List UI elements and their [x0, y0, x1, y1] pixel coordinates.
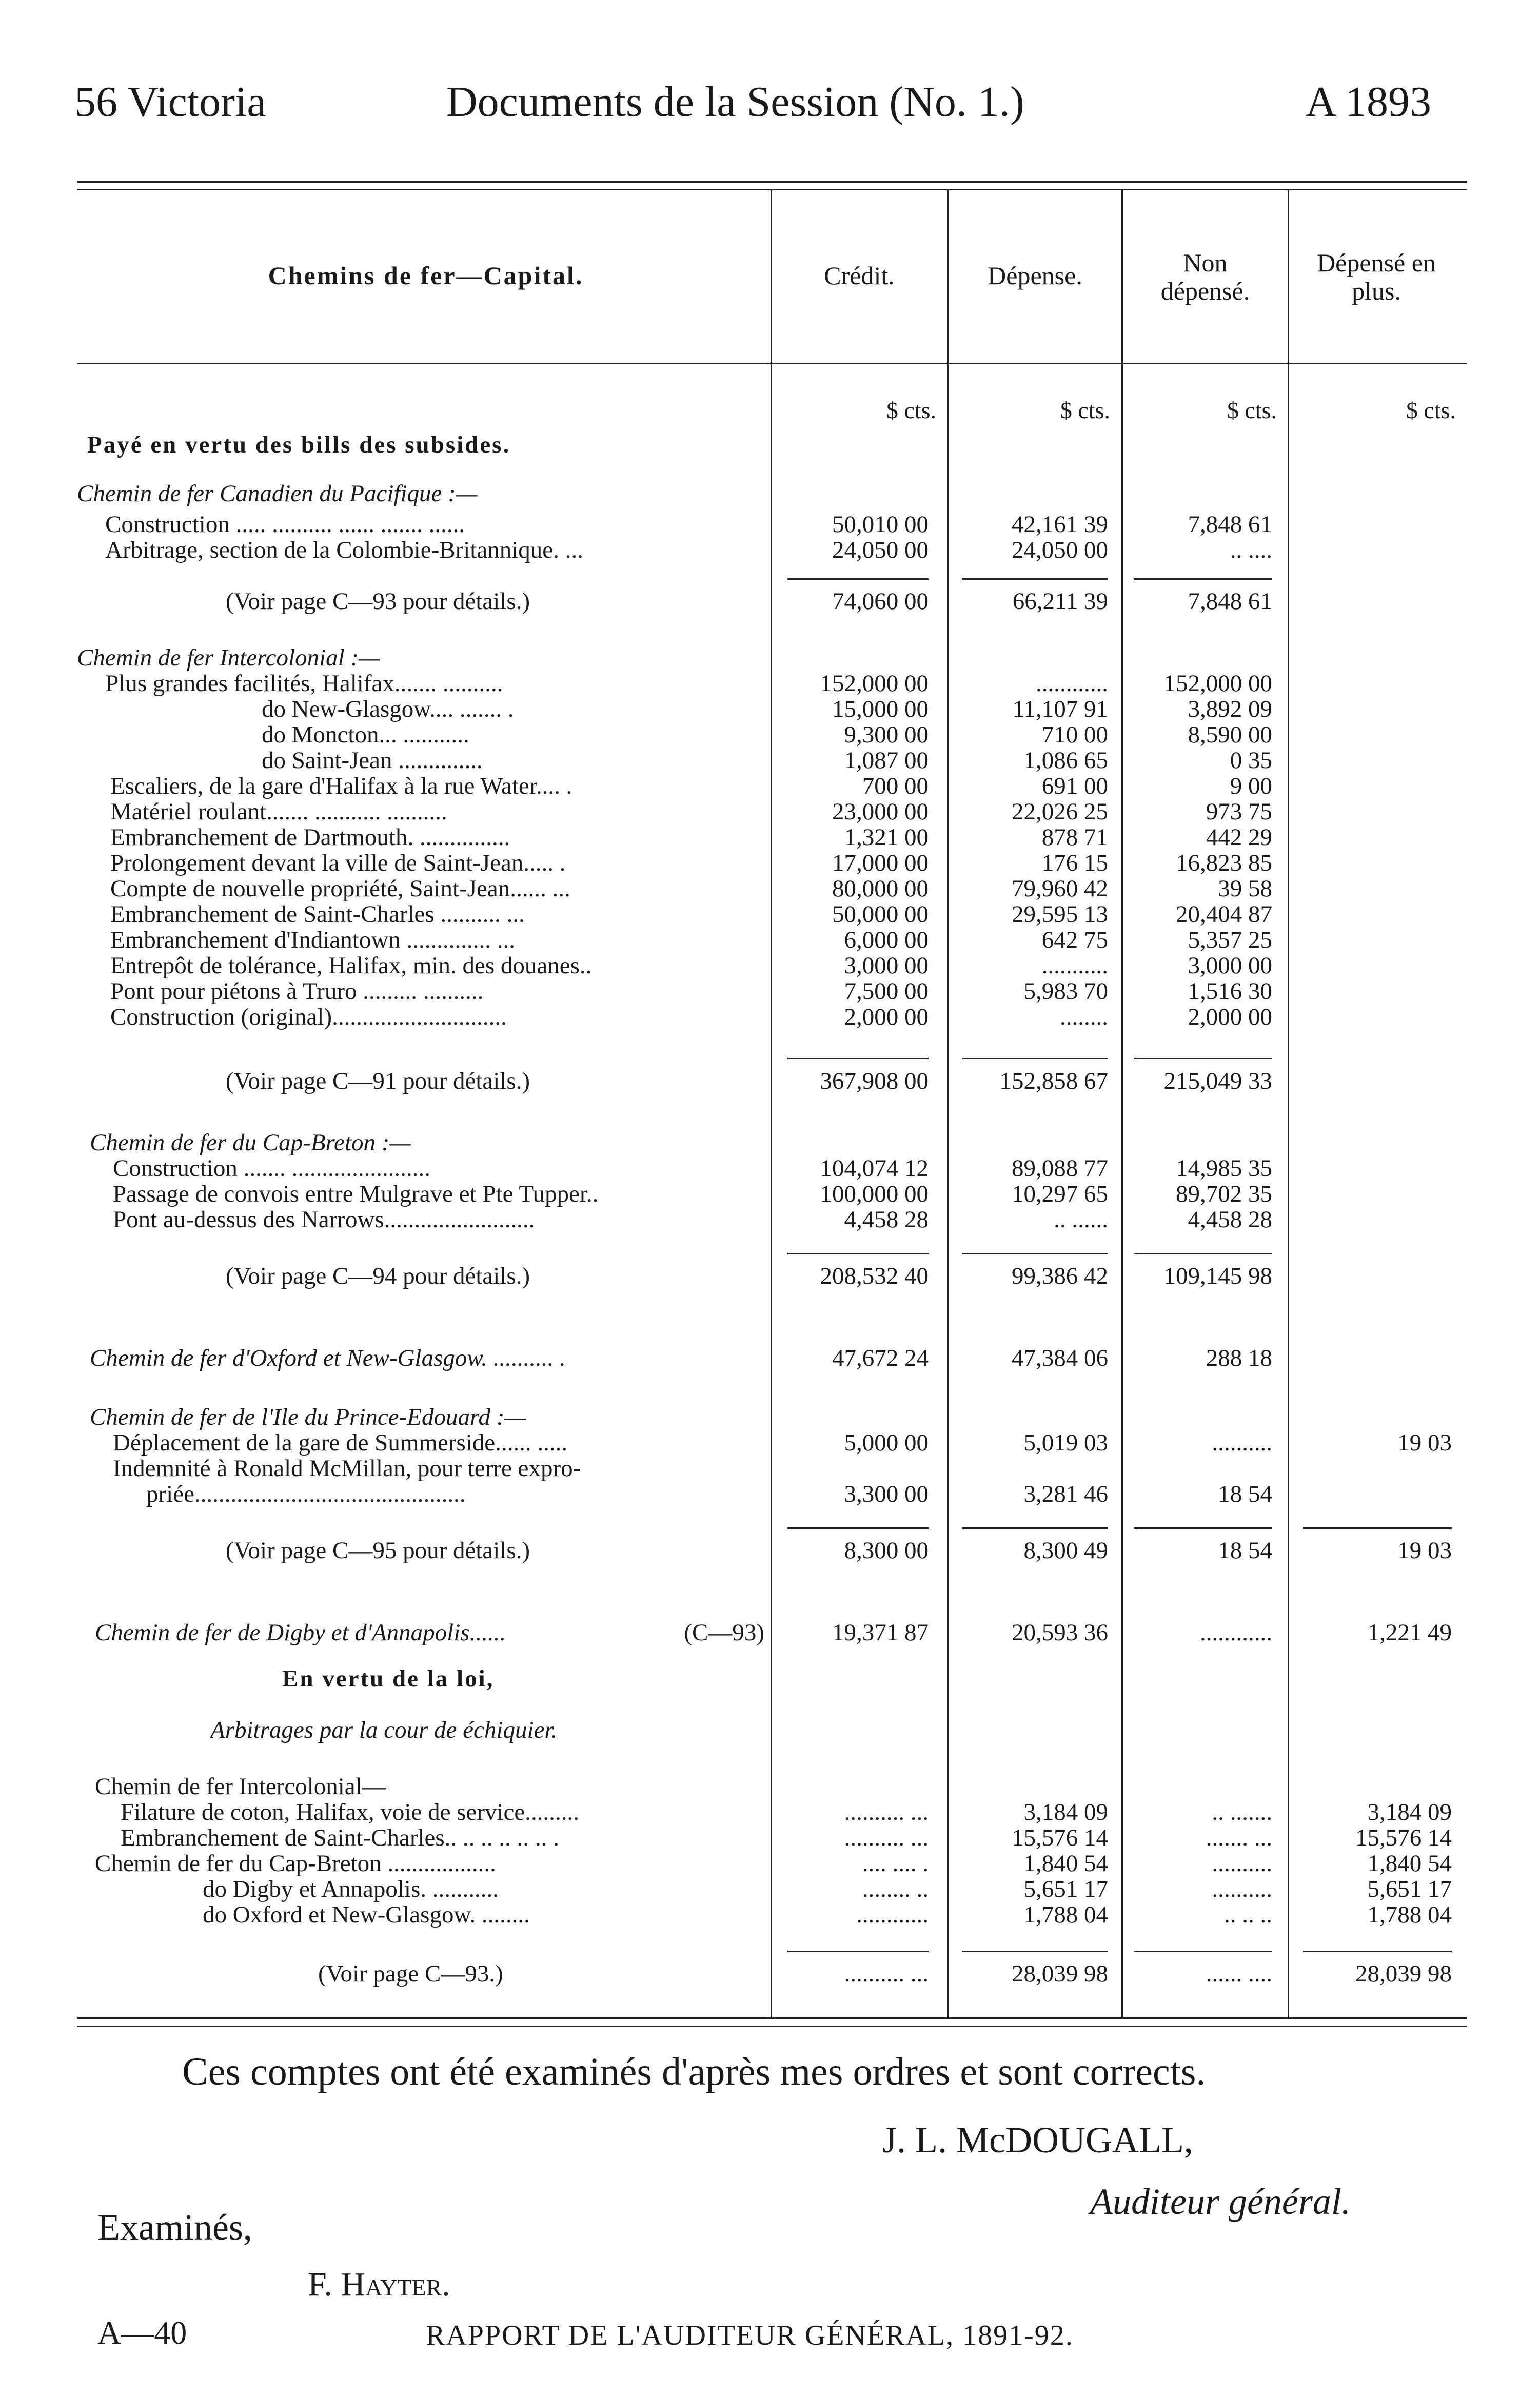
cell-non-depense: 1,516 30 [1188, 978, 1272, 1005]
cell-depense: 66,211 39 [1012, 588, 1108, 615]
table-row [0, 1773, 1540, 1799]
cell-depense-plus: 28,039 98 [1355, 1960, 1452, 1987]
total-rule [1134, 1951, 1272, 1952]
row-label: do Moncton... ........... [262, 721, 469, 748]
total-rule [962, 578, 1108, 580]
total-rule [1303, 1951, 1452, 1952]
cell-non-depense: 2,000 00 [1188, 1004, 1272, 1030]
table-row [0, 1619, 1540, 1645]
col-title: Chemins de fer—Capital. [268, 261, 584, 290]
cell-non-depense: 16,823 85 [1176, 850, 1272, 876]
table-row [0, 1850, 1540, 1876]
cell-credit: .......... ... [844, 1824, 929, 1851]
cell-depense: 878 71 [1041, 824, 1108, 851]
table-row [0, 1455, 1540, 1481]
row-label: do Saint-Jean .............. [262, 747, 483, 774]
row-label: Construction (original)............................. [110, 1004, 507, 1030]
cell-depense: 24,050 00 [1012, 537, 1108, 563]
cell-credit: 2,000 00 [844, 1004, 929, 1030]
cell-non-depense: 5,357 25 [1188, 927, 1272, 953]
cell-credit: 8,300 00 [844, 1537, 929, 1564]
table-row [0, 926, 1540, 953]
examiner-name: F. Hayter. [308, 2266, 450, 2303]
cell-non-depense: 39 58 [1218, 875, 1272, 902]
table-row [0, 747, 1540, 773]
row-label: Chemin de fer du Cap-Breton :— [90, 1129, 411, 1156]
table-row [0, 1180, 1540, 1207]
col-depense: Dépense. [988, 261, 1082, 290]
table-row [0, 1960, 1540, 1987]
row-label: Escaliers, de la gare d'Halifax à la rue Water.... . [110, 773, 572, 799]
total-rule [962, 1058, 1108, 1059]
cell-credit: 3,000 00 [844, 952, 929, 979]
cell-non-depense: ...... .... [1206, 1960, 1272, 1987]
row-label: Passage de convois entre Mulgrave et Pte Tupper.. [113, 1181, 599, 1207]
table-row [0, 695, 1540, 722]
total-rule [1134, 1253, 1272, 1254]
cell-credit: 5,000 00 [844, 1429, 929, 1456]
col-divider [1121, 190, 1123, 2017]
total-rule [787, 1253, 929, 1254]
table-row [0, 1154, 1540, 1181]
cell-non-depense: 18 54 [1218, 1537, 1272, 1564]
cell-credit: 24,050 00 [832, 537, 929, 563]
table-row [0, 511, 1540, 537]
row-label: (Voir page C—95 pour détails.) [226, 1537, 530, 1564]
row-label: Chemin de fer Intercolonial— [95, 1773, 386, 1800]
table-row [0, 798, 1540, 824]
table-row [0, 849, 1540, 876]
header-center: Documents de la Session (No. 1.) [446, 78, 1024, 126]
col-credit: Crédit. [824, 261, 895, 290]
row-label: Matériel roulant....... ........... .......... [110, 798, 447, 825]
total-rule [962, 1527, 1108, 1529]
total-rule [1134, 1527, 1272, 1529]
col-divider [947, 190, 949, 2017]
cell-credit: 47,672 24 [832, 1345, 929, 1371]
cell-non-depense: .......... [1212, 1850, 1272, 1877]
cell-depense: 5,019 03 [1023, 1429, 1108, 1456]
row-label: Chemin de fer du Cap-Breton .................. [95, 1850, 496, 1877]
cell-non-depense: .. ....... [1212, 1799, 1272, 1825]
cell-non-depense: 8,590 00 [1188, 721, 1272, 748]
cell-non-depense: 7,848 61 [1188, 511, 1272, 538]
table-row [0, 1716, 1540, 1743]
table-row [0, 1537, 1540, 1563]
cell-non-depense: 14,985 35 [1176, 1155, 1272, 1182]
table-row [0, 1480, 1540, 1507]
cell-credit: 50,010 00 [832, 511, 929, 538]
cell-credit: .... .... . [862, 1850, 929, 1877]
auditor-title: Auditeur général. [1090, 2181, 1351, 2222]
cell-credit: 700 00 [862, 773, 929, 799]
row-label: Embranchement de Dartmouth. ............... [110, 824, 510, 851]
header-bottom-rule [77, 363, 1467, 364]
total-rule [962, 1253, 1108, 1254]
table-row [0, 1262, 1540, 1289]
cell-depense: 20,593 36 [1012, 1619, 1108, 1646]
total-rule [787, 1527, 929, 1529]
cell-depense: 99,386 42 [1012, 1263, 1108, 1289]
cell-non-depense: .. .... [1230, 537, 1272, 563]
unit-depense: $ cts. [1060, 397, 1110, 423]
cell-depense: 1,086 65 [1023, 747, 1108, 774]
total-rule [1303, 1527, 1452, 1529]
table-row [0, 1344, 1540, 1371]
cell-non-depense: 442 29 [1206, 824, 1272, 851]
cell-depense: 1,788 04 [1023, 1901, 1108, 1928]
cell-credit: ........ .. [862, 1876, 929, 1902]
cell-credit: 7,500 00 [844, 978, 929, 1005]
cell-depense-plus: 19 03 [1397, 1429, 1452, 1456]
row-label: Chemin de fer de Digby et d'Annapolis...... [95, 1619, 506, 1646]
row-label: Chemin de fer d'Oxford et New-Glasgow. .......... . [90, 1345, 566, 1371]
row-label: Pont au-dessus des Narrows......................... [113, 1206, 535, 1233]
examined-label: Examinés, [97, 2207, 252, 2248]
cell-credit: 80,000 00 [832, 875, 929, 902]
total-rule [1134, 578, 1272, 580]
cell-non-depense: ............ [1200, 1619, 1272, 1646]
cell-depense: 29,595 13 [1012, 901, 1108, 928]
report-title: RAPPORT DE L'AUDITEUR GÉNÉRAL, 1891-92. [426, 2320, 1074, 2351]
total-rule [787, 1058, 929, 1059]
cell-depense: 28,039 98 [1012, 1960, 1108, 1987]
cell-non-depense: ....... ... [1206, 1824, 1272, 1851]
unit-credit: $ cts. [886, 397, 936, 423]
cell-non-depense: 973 75 [1206, 798, 1272, 825]
cell-depense: 5,651 17 [1023, 1876, 1108, 1902]
table-row [0, 1067, 1540, 1094]
row-label: Chemin de fer de l'Ile du Prince-Edouard :— [90, 1404, 526, 1430]
cell-credit: 74,060 00 [832, 588, 929, 615]
cell-credit: ............ [856, 1901, 929, 1928]
cell-credit: 50,000 00 [832, 901, 929, 928]
row-label: Compte de nouvelle propriété, Saint-Jean...... ... [110, 875, 570, 902]
table-row [0, 952, 1540, 978]
cell-credit: 100,000 00 [820, 1181, 929, 1207]
cell-non-depense: .......... [1212, 1429, 1272, 1456]
cell-depense: ........ [1060, 1004, 1108, 1030]
table-row [0, 977, 1540, 1004]
cell-depense: 691 00 [1041, 773, 1108, 799]
certification-statement: Ces comptes ont été examinés d'après mes ordres et sont corrects. [182, 2050, 1206, 2093]
cell-depense: .. ...... [1054, 1206, 1108, 1233]
row-label: Entrepôt de tolérance, Halifax, min. des douanes.. [110, 952, 592, 979]
table-top-rule-2 [77, 189, 1467, 190]
total-rule [787, 1951, 929, 1952]
row-label: Chemin de fer Canadien du Pacifique :— [77, 480, 478, 507]
cell-non-depense: 4,458 28 [1188, 1206, 1272, 1233]
cell-non-depense: 3,000 00 [1188, 952, 1272, 979]
row-label: do Digby et Annapolis. ........... [203, 1876, 499, 1902]
cell-depense: 3,281 46 [1023, 1481, 1108, 1507]
row-label: priée............................................. [146, 1481, 466, 1507]
row-label: do Oxford et New-Glasgow. ........ [203, 1901, 530, 1928]
row-label: Embranchement de Saint-Charles .......... ... [110, 901, 525, 928]
row-page-ref: (C—93) [684, 1619, 764, 1646]
col-divider [1288, 190, 1289, 2017]
cell-depense: 3,184 09 [1023, 1799, 1108, 1825]
unit-non-depense: $ cts. [1227, 397, 1277, 423]
cell-non-depense: 3,892 09 [1188, 696, 1272, 722]
cell-depense: 89,088 77 [1012, 1155, 1108, 1182]
cell-non-depense: 109,145 98 [1163, 1263, 1272, 1289]
header-left: 56 Victoria [74, 78, 266, 126]
cell-depense-plus: 1,840 54 [1367, 1850, 1452, 1877]
table-bottom-rule-2 [77, 2026, 1467, 2027]
row-label: Plus grandes facilités, Halifax....... .......... [105, 670, 503, 697]
cell-non-depense: 18 54 [1218, 1481, 1272, 1507]
cell-credit: 6,000 00 [844, 927, 929, 953]
row-label: Déplacement de la gare de Summerside...... ..... [113, 1429, 568, 1456]
table-row [0, 670, 1540, 696]
table-row [0, 900, 1540, 927]
cell-credit: 104,074 12 [820, 1155, 929, 1182]
table-row [0, 644, 1540, 671]
cell-credit: 9,300 00 [844, 721, 929, 748]
row-label: Prolongement devant la ville de Saint-Jean..... . [110, 850, 566, 876]
table-bottom-rule [77, 2017, 1467, 2019]
cell-depense: 642 75 [1041, 927, 1108, 953]
cell-credit: 208,532 40 [820, 1263, 929, 1289]
page-ref: A—40 [97, 2314, 187, 2351]
cell-depense: 710 00 [1041, 721, 1108, 748]
table-top-rule [77, 181, 1467, 183]
row-label: Arbitrages par la cour de échiquier. [210, 1717, 558, 1743]
cell-depense: 15,576 14 [1012, 1824, 1108, 1851]
cell-depense: ........... [1041, 952, 1108, 979]
table-row [0, 1824, 1540, 1851]
cell-credit: 3,300 00 [844, 1481, 929, 1507]
cell-depense: 152,858 67 [999, 1068, 1108, 1094]
table-row [0, 1206, 1540, 1232]
cell-non-depense: 215,049 33 [1163, 1068, 1272, 1094]
col-non-depense: Non dépensé. [1160, 248, 1250, 305]
cell-depense-plus: 1,788 04 [1367, 1901, 1452, 1928]
row-label: (Voir page C—91 pour détails.) [226, 1068, 530, 1094]
unit-depense-plus: $ cts. [1406, 397, 1456, 423]
cell-non-depense: 89,702 35 [1176, 1181, 1272, 1207]
cell-non-depense: 152,000 00 [1163, 670, 1272, 697]
row-label: Chemin de fer Intercolonial :— [77, 644, 380, 671]
auditor-signature: J. L. McDOUGALL, [882, 2119, 1193, 2161]
row-label: do New-Glasgow.... ....... . [262, 696, 514, 722]
table-row [0, 536, 1540, 563]
table-row [0, 1429, 1540, 1456]
row-label: (Voir page C—93 pour détails.) [226, 588, 530, 615]
cell-credit: 1,087 00 [844, 747, 929, 774]
table-row [0, 1875, 1540, 1902]
total-rule [962, 1951, 1108, 1952]
cell-depense: 11,107 91 [1012, 696, 1108, 722]
cell-credit: .......... ... [844, 1799, 929, 1825]
table-row [0, 1665, 1540, 1692]
cell-depense: 5,983 70 [1023, 978, 1108, 1005]
row-label: Filature de coton, Halifax, voie de service......... [121, 1799, 580, 1825]
table-row [0, 1901, 1540, 1928]
table-row [0, 1129, 1540, 1155]
table-row [0, 1403, 1540, 1430]
cell-depense: 1,840 54 [1023, 1850, 1108, 1877]
cell-credit: 19,371 87 [832, 1619, 929, 1646]
cell-non-depense: 9 00 [1230, 773, 1272, 799]
cell-depense: 176 15 [1041, 850, 1108, 876]
cell-non-depense: .......... [1212, 1876, 1272, 1902]
row-label: Construction ..... .......... ...... ....... ...... [105, 511, 465, 538]
cell-depense: 79,960 42 [1012, 875, 1108, 902]
table-row [0, 721, 1540, 748]
cell-credit: 23,000 00 [832, 798, 929, 825]
table-row [0, 1003, 1540, 1030]
cell-depense: 10,297 65 [1012, 1181, 1108, 1207]
table-row [0, 431, 1540, 458]
cell-credit: 152,000 00 [820, 670, 929, 697]
cell-credit: 15,000 00 [832, 696, 929, 722]
cell-depense: 47,384 06 [1012, 1345, 1108, 1371]
cell-credit: 17,000 00 [832, 850, 929, 876]
cell-non-depense: 20,404 87 [1176, 901, 1272, 928]
row-label: Construction ....... ....................... [113, 1155, 430, 1182]
cell-non-depense: 288 18 [1206, 1345, 1272, 1371]
cell-depense-plus: 15,576 14 [1355, 1824, 1452, 1851]
cell-depense-plus: 1,221 49 [1367, 1619, 1452, 1646]
row-label: Embranchement de Saint-Charles.. .. .. .. .. .. . [121, 1824, 559, 1851]
header-right: A 1893 [1306, 78, 1432, 126]
row-label: Embranchement d'Indiantown .............. ... [110, 927, 516, 953]
table-row [0, 823, 1540, 850]
row-label: Arbitrage, section de la Colombie-Britannique. ... [105, 537, 583, 563]
cell-non-depense: 0 35 [1230, 747, 1272, 774]
cell-depense: ............ [1036, 670, 1108, 697]
cell-credit: 4,458 28 [844, 1206, 929, 1233]
cell-non-depense: 7,848 61 [1188, 588, 1272, 615]
row-label: Pont pour piétons à Truro ......... .......... [110, 978, 484, 1005]
row-label: (Voir page C—93.) [318, 1960, 503, 1987]
cell-credit: .......... ... [844, 1960, 929, 1987]
cell-credit: 1,321 00 [844, 824, 929, 851]
row-label: Payé en vertu des bills des subsides. [87, 431, 511, 458]
total-rule [787, 578, 929, 580]
cell-credit: 367,908 00 [820, 1068, 929, 1094]
cell-depense: 22,026 25 [1012, 798, 1108, 825]
row-label: En vertu de la loi, [282, 1665, 495, 1692]
table-row [0, 587, 1540, 614]
cell-depense-plus: 19 03 [1397, 1537, 1452, 1564]
col-divider [771, 190, 772, 2017]
row-label: (Voir page C—94 pour détails.) [226, 1263, 530, 1289]
row-label: Indemnité à Ronald McMillan, pour terre expro- [113, 1455, 581, 1482]
cell-depense: 8,300 49 [1023, 1537, 1108, 1564]
col-depense-plus: Dépensé en plus. [1317, 248, 1436, 305]
table-row [0, 772, 1540, 799]
cell-depense-plus: 5,651 17 [1367, 1876, 1452, 1902]
table-row [0, 1798, 1540, 1825]
cell-non-depense: .. .. .. [1224, 1901, 1272, 1928]
table-row [0, 480, 1540, 506]
table-row [0, 875, 1540, 901]
total-rule [1134, 1058, 1272, 1059]
cell-depense: 42,161 39 [1012, 511, 1108, 538]
cell-depense-plus: 3,184 09 [1367, 1799, 1452, 1825]
